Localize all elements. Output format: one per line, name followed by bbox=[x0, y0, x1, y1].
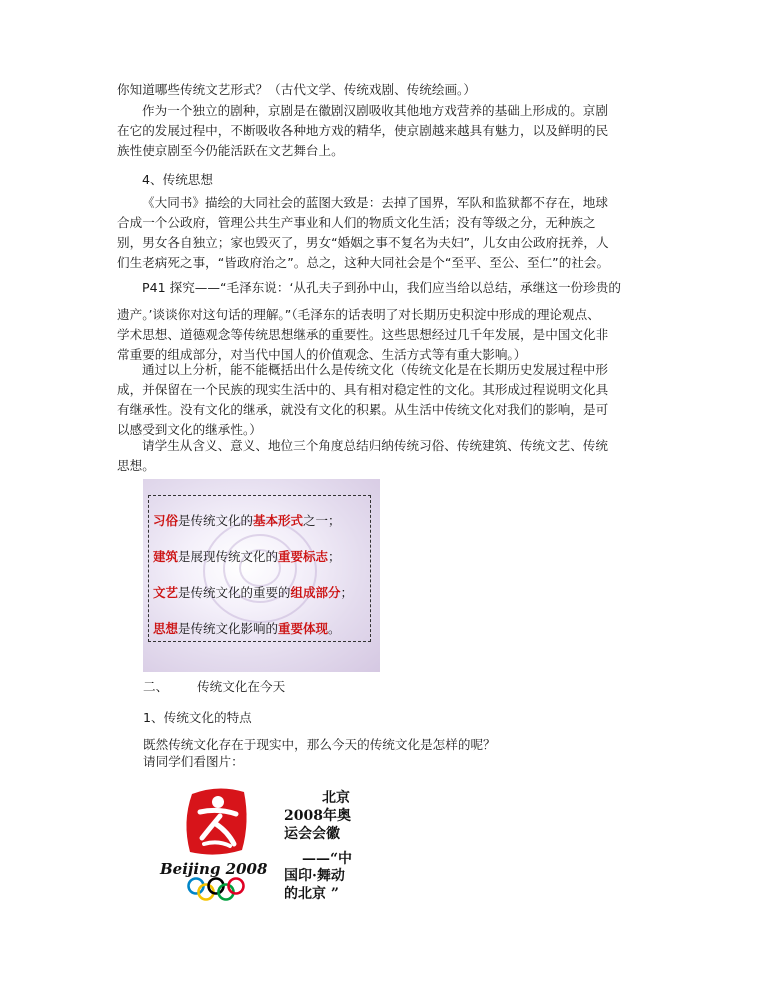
emblem-caption-line: 国印·舞动 bbox=[284, 868, 345, 884]
olympic-emblem-icon bbox=[158, 782, 278, 902]
text-line: 成，并保留在一个民族的现实生活中的、具有相对稳定性的文化。其形成过程说明文化具 bbox=[117, 382, 609, 397]
question-traditional-arts: 你知道哪些传统文艺形式？（古代文学、传统戏剧、传统绘画。） bbox=[117, 82, 476, 97]
emblem-caption-line: 2008年奥 bbox=[284, 808, 351, 824]
heading-features: 1、传统文化的特点 bbox=[143, 710, 252, 725]
seal-icon bbox=[186, 788, 246, 854]
emblem-caption-line: 北京 bbox=[322, 790, 350, 806]
summary-line-arts: 文艺是传统文化的重要的组成部分； bbox=[153, 585, 354, 600]
question-today: 既然传统文化存在于现实中，那么今天的传统文化是怎样的呢？ bbox=[143, 737, 496, 752]
summary-line-customs: 习俗是传统文化的基本形式之一； bbox=[153, 513, 341, 528]
emblem-caption-line: 的北京 ” bbox=[284, 886, 339, 902]
look-at-pictures: 请同学们看图片： bbox=[143, 754, 244, 769]
summary-line-architecture: 建筑是展现传统文化的重要标志； bbox=[153, 549, 341, 564]
text-line: 有继承性。没有文化的继承，就没有文化的积累。从生活中传统文化对我们的影响，是可 bbox=[117, 402, 609, 417]
text-line: 以感受到文化的继承性。） bbox=[117, 422, 262, 437]
heading-traditional-thought: 4、传统思想 bbox=[142, 172, 213, 187]
text-line: 思想。 bbox=[117, 458, 155, 473]
paragraph-peking-opera bbox=[117, 101, 657, 161]
text-line: 们生老病死之事，“皆政府治之”。总之，这种大同社会是个“至平、至公、至仁”的社会。 bbox=[117, 255, 610, 270]
summary-image bbox=[143, 479, 380, 672]
beijing-2008-emblem-image bbox=[158, 782, 388, 902]
paragraph-summary-task bbox=[117, 436, 657, 476]
paragraph-datong-book bbox=[117, 193, 657, 273]
text-line: 作为一个独立的剧种，京剧是在徽剧汉剧吸收其他地方戏营养的基础上形成的。京剧 bbox=[142, 103, 608, 118]
paragraph-analysis bbox=[117, 360, 657, 440]
text-line: 在它的发展过程中，不断吸收各种地方戏的精华，使京剧越来越具有魅力，以及鲜明的民 bbox=[117, 123, 609, 138]
emblem-caption-line: ——“中 bbox=[302, 851, 353, 867]
text-line: 别，男女各自独立；家也毁灭了，男女“婚姻之事不复名为夫妇”，儿女由公政府抚养，人 bbox=[117, 235, 609, 250]
summary-line-thought: 思想是传统文化影响的重要体现。 bbox=[153, 621, 341, 636]
section-two-title: 传统文化在今天 bbox=[197, 679, 286, 694]
section-two-number: 二、 bbox=[143, 679, 169, 694]
text-line: 常重要的组成部分，对当代中国人的价值观念、生活方式等有重大影响。） bbox=[117, 347, 527, 362]
text-line: 合成一个公政府，管理公共生产事业和人们的物质文化生活；没有等级之分，无种族之 bbox=[117, 215, 596, 230]
emblem-caption-line: 运会会徽 bbox=[284, 826, 340, 842]
text-line: 学术思想、道德观念等传统思想继承的重要性。这些思想经过几千年发展，是中国文化非 bbox=[117, 327, 609, 342]
text-line: 族性使京剧至今仍能活跃在文艺舞台上。 bbox=[117, 143, 344, 158]
text-line: 《大同书》描绘的大同社会的蓝图大致是：去掉了国界，军队和监狱都不存在，地球 bbox=[142, 195, 608, 210]
beijing-2008-wordmark: Beijing 2008 bbox=[160, 860, 268, 878]
text-line: 请学生从含义、意义、地位三个角度总结归纳传统习俗、传统建筑、传统文艺、传统 bbox=[142, 438, 608, 453]
text-line: P41 探究——“毛泽东说：‘从孔夫子到孙中山，我们应当给以总结，承继这一份珍贵的 bbox=[142, 280, 621, 295]
paragraph-p41-inquiry bbox=[117, 278, 657, 365]
text-line: 通过以上分析，能不能概括出什么是传统文化（传统文化是在长期历史发展过程中形 bbox=[142, 362, 608, 377]
text-line: 遗产。’谈谈你对这句话的理解。”（毛泽东的话表明了对长期历史积淀中形成的理论观点、 bbox=[117, 307, 600, 322]
olympic-rings-icon bbox=[189, 879, 244, 900]
